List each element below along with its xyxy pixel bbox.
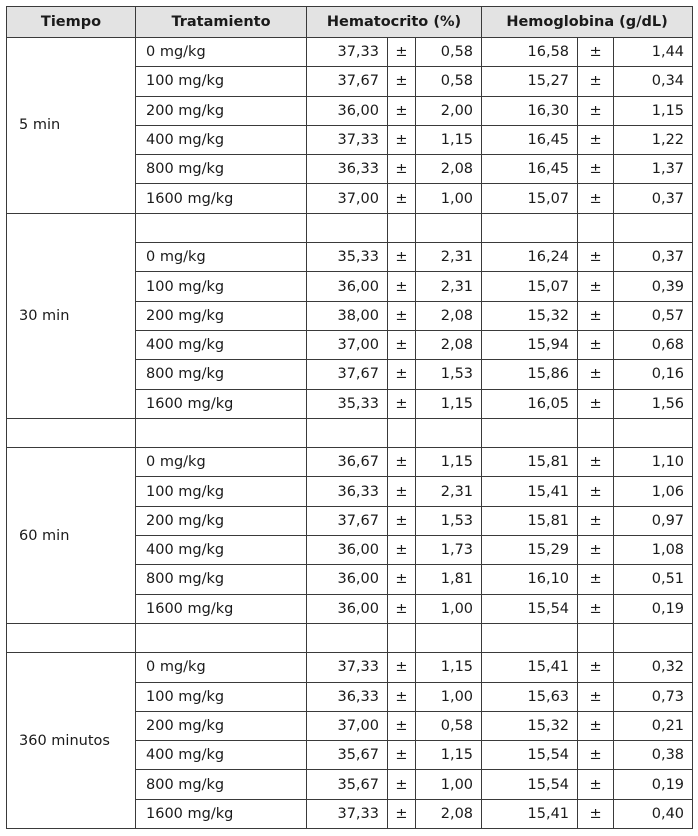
hemoglobina-mean: 15,41	[482, 477, 578, 506]
dose-cell: 1600 mg/kg	[136, 184, 307, 213]
hemoglobina-mean: 15,32	[482, 301, 578, 330]
hematocrito-mean: 36,33	[307, 682, 388, 711]
plus-minus: ±	[578, 389, 614, 418]
hematocrito-sd: 1,15	[416, 653, 482, 682]
hematocrito-sd: 1,00	[416, 770, 482, 799]
plus-minus: ±	[388, 243, 416, 272]
hematocrito-mean: 36,33	[307, 155, 388, 184]
hemoglobina-sd: 1,08	[614, 536, 693, 565]
table-row	[7, 448, 693, 477]
hematocrito-sd: 1,15	[416, 741, 482, 770]
empty-cell	[578, 623, 614, 652]
empty-cell	[388, 623, 416, 652]
hematocrito-sd: 2,08	[416, 330, 482, 359]
plus-minus: ±	[578, 360, 614, 389]
hemoglobina-mean: 15,29	[482, 536, 578, 565]
plus-minus: ±	[578, 594, 614, 623]
plus-minus: ±	[578, 38, 614, 67]
plus-minus: ±	[578, 799, 614, 828]
plus-minus: ±	[578, 682, 614, 711]
hematocrito-sd: 1,00	[416, 682, 482, 711]
hematocrito-mean: 35,33	[307, 243, 388, 272]
plus-minus: ±	[388, 741, 416, 770]
dose-cell: 800 mg/kg	[136, 770, 307, 799]
table-body	[7, 38, 693, 829]
plus-minus: ±	[578, 506, 614, 535]
hematocrito-sd: 2,08	[416, 799, 482, 828]
hematocrito-mean: 36,33	[307, 477, 388, 506]
hematocrito-sd: 1,15	[416, 125, 482, 154]
hemoglobina-mean: 15,81	[482, 506, 578, 535]
empty-cell	[388, 418, 416, 447]
table-row	[7, 653, 693, 682]
hematocrito-mean: 37,67	[307, 506, 388, 535]
hematocrito-sd: 2,00	[416, 96, 482, 125]
hemoglobina-mean: 15,32	[482, 711, 578, 740]
dose-cell: 400 mg/kg	[136, 330, 307, 359]
plus-minus: ±	[578, 184, 614, 213]
spacer-row	[7, 623, 693, 652]
dose-cell: 100 mg/kg	[136, 272, 307, 301]
hematocrito-mean: 36,00	[307, 536, 388, 565]
dose-cell: 0 mg/kg	[136, 243, 307, 272]
plus-minus: ±	[388, 67, 416, 96]
empty-cell	[416, 418, 482, 447]
dose-cell: 1600 mg/kg	[136, 594, 307, 623]
dose-cell: 400 mg/kg	[136, 741, 307, 770]
hemoglobina-sd: 0,39	[614, 272, 693, 301]
hematocrito-mean: 37,33	[307, 653, 388, 682]
plus-minus: ±	[578, 125, 614, 154]
hematocrito-mean: 37,00	[307, 711, 388, 740]
plus-minus: ±	[388, 272, 416, 301]
plus-minus: ±	[578, 536, 614, 565]
empty-cell	[578, 213, 614, 242]
empty-cell	[307, 623, 388, 652]
hematocrito-sd: 2,31	[416, 477, 482, 506]
plus-minus: ±	[388, 594, 416, 623]
hemoglobina-sd: 0,97	[614, 506, 693, 535]
plus-minus: ±	[578, 330, 614, 359]
hemoglobina-mean: 16,30	[482, 96, 578, 125]
hematocrito-mean: 37,67	[307, 67, 388, 96]
plus-minus: ±	[388, 155, 416, 184]
plus-minus: ±	[388, 301, 416, 330]
header-hematocrito: Hematocrito (%)	[307, 7, 482, 38]
empty-cell	[614, 213, 693, 242]
dose-cell: 200 mg/kg	[136, 711, 307, 740]
empty-cell	[416, 213, 482, 242]
empty-cell	[136, 623, 307, 652]
empty-cell	[482, 418, 578, 447]
tiempo-cell: 5 min	[7, 38, 136, 214]
hemoglobina-sd: 0,16	[614, 360, 693, 389]
hematocrito-mean: 36,00	[307, 272, 388, 301]
hemoglobina-mean: 15,41	[482, 799, 578, 828]
plus-minus: ±	[578, 741, 614, 770]
hematocrito-mean: 36,00	[307, 594, 388, 623]
dose-cell: 400 mg/kg	[136, 536, 307, 565]
hematocrito-sd: 1,15	[416, 448, 482, 477]
header-row	[7, 7, 693, 38]
dose-cell: 0 mg/kg	[136, 448, 307, 477]
hemoglobina-mean: 16,05	[482, 389, 578, 418]
hemoglobina-sd: 0,40	[614, 799, 693, 828]
dose-cell: 200 mg/kg	[136, 96, 307, 125]
hemoglobina-sd: 1,22	[614, 125, 693, 154]
plus-minus: ±	[388, 799, 416, 828]
empty-cell	[7, 623, 136, 652]
dose-cell: 800 mg/kg	[136, 565, 307, 594]
hematocrito-mean: 35,67	[307, 741, 388, 770]
hemoglobina-sd: 0,32	[614, 653, 693, 682]
hemoglobina-mean: 16,58	[482, 38, 578, 67]
hemoglobina-sd: 0,51	[614, 565, 693, 594]
hematocrito-mean: 37,33	[307, 799, 388, 828]
hematocrito-sd: 1,81	[416, 565, 482, 594]
hemoglobina-sd: 0,37	[614, 184, 693, 213]
dose-cell: 100 mg/kg	[136, 477, 307, 506]
plus-minus: ±	[388, 711, 416, 740]
plus-minus: ±	[388, 565, 416, 594]
hemoglobina-mean: 16,24	[482, 243, 578, 272]
plus-minus: ±	[388, 477, 416, 506]
plus-minus: ±	[578, 243, 614, 272]
hematocrito-sd: 1,00	[416, 594, 482, 623]
hematocrito-sd: 1,53	[416, 506, 482, 535]
hemoglobina-mean: 15,54	[482, 741, 578, 770]
hematocrito-mean: 38,00	[307, 301, 388, 330]
dose-cell: 800 mg/kg	[136, 155, 307, 184]
hemoglobina-mean: 16,45	[482, 125, 578, 154]
tiempo-cell: 30 min	[7, 213, 136, 418]
plus-minus: ±	[578, 477, 614, 506]
hematocrito-mean: 37,33	[307, 38, 388, 67]
empty-cell	[307, 418, 388, 447]
hematocrito-sd: 0,58	[416, 67, 482, 96]
plus-minus: ±	[388, 448, 416, 477]
dose-cell: 100 mg/kg	[136, 682, 307, 711]
hematocrito-sd: 0,58	[416, 38, 482, 67]
hemoglobina-mean: 16,10	[482, 565, 578, 594]
hematocrito-sd: 1,15	[416, 389, 482, 418]
hemoglobina-sd: 1,37	[614, 155, 693, 184]
plus-minus: ±	[388, 96, 416, 125]
plus-minus: ±	[388, 125, 416, 154]
hemoglobina-sd: 0,34	[614, 67, 693, 96]
hematocrito-mean: 35,33	[307, 389, 388, 418]
empty-cell	[7, 418, 136, 447]
dose-cell: 100 mg/kg	[136, 67, 307, 96]
plus-minus: ±	[388, 389, 416, 418]
empty-cell	[136, 418, 307, 447]
hematocrito-mean: 36,00	[307, 565, 388, 594]
hematocrito-mean: 37,00	[307, 330, 388, 359]
hemoglobina-mean: 15,54	[482, 770, 578, 799]
hematocrito-mean: 37,33	[307, 125, 388, 154]
hemoglobina-sd: 0,73	[614, 682, 693, 711]
plus-minus: ±	[578, 653, 614, 682]
hemoglobina-sd: 0,19	[614, 770, 693, 799]
plus-minus: ±	[388, 360, 416, 389]
tiempo-cell: 360 minutos	[7, 653, 136, 829]
plus-minus: ±	[388, 770, 416, 799]
plus-minus: ±	[578, 448, 614, 477]
hemoglobina-mean: 15,86	[482, 360, 578, 389]
empty-cell	[136, 213, 307, 242]
hemoglobina-mean: 15,63	[482, 682, 578, 711]
hemoglobina-sd: 0,37	[614, 243, 693, 272]
header-hemoglobina: Hemoglobina (g/dL)	[482, 7, 693, 38]
plus-minus: ±	[388, 330, 416, 359]
plus-minus: ±	[388, 38, 416, 67]
hematocrito-sd: 1,73	[416, 536, 482, 565]
hemoglobina-sd: 1,10	[614, 448, 693, 477]
hemoglobina-sd: 0,19	[614, 594, 693, 623]
tiempo-cell: 60 min	[7, 448, 136, 624]
hemoglobina-sd: 1,56	[614, 389, 693, 418]
hemoglobina-sd: 1,06	[614, 477, 693, 506]
empty-cell	[482, 623, 578, 652]
table-row	[7, 38, 693, 67]
hemoglobina-sd: 1,44	[614, 38, 693, 67]
plus-minus: ±	[388, 536, 416, 565]
header-tiempo: Tiempo	[7, 7, 136, 38]
spacer-row	[7, 418, 693, 447]
hematocrito-sd: 2,08	[416, 155, 482, 184]
hemoglobina-sd: 0,21	[614, 711, 693, 740]
plus-minus: ±	[578, 301, 614, 330]
hematocrito-sd: 1,00	[416, 184, 482, 213]
plus-minus: ±	[388, 682, 416, 711]
plus-minus: ±	[578, 770, 614, 799]
hematocrito-sd: 2,31	[416, 243, 482, 272]
plus-minus: ±	[388, 184, 416, 213]
hematocrito-mean: 35,67	[307, 770, 388, 799]
hematocrito-mean: 36,67	[307, 448, 388, 477]
header-tratamiento: Tratamiento	[136, 7, 307, 38]
plus-minus: ±	[578, 67, 614, 96]
dose-cell: 800 mg/kg	[136, 360, 307, 389]
hemoglobina-sd: 0,68	[614, 330, 693, 359]
hematocrito-sd: 2,31	[416, 272, 482, 301]
spacer-row	[7, 213, 693, 242]
hematocrito-sd: 1,53	[416, 360, 482, 389]
hemoglobina-mean: 15,81	[482, 448, 578, 477]
hematocrito-mean: 37,00	[307, 184, 388, 213]
hematocrito-mean: 36,00	[307, 96, 388, 125]
plus-minus: ±	[578, 711, 614, 740]
hemoglobina-mean: 16,45	[482, 155, 578, 184]
hemoglobina-sd: 0,38	[614, 741, 693, 770]
results-table	[6, 6, 693, 829]
dose-cell: 400 mg/kg	[136, 125, 307, 154]
dose-cell: 200 mg/kg	[136, 301, 307, 330]
hemoglobina-mean: 15,94	[482, 330, 578, 359]
empty-cell	[614, 418, 693, 447]
plus-minus: ±	[388, 653, 416, 682]
empty-cell	[482, 213, 578, 242]
hematocrito-mean: 37,67	[307, 360, 388, 389]
hemoglobina-mean: 15,27	[482, 67, 578, 96]
empty-cell	[614, 623, 693, 652]
hemoglobina-sd: 0,57	[614, 301, 693, 330]
hemoglobina-mean: 15,07	[482, 272, 578, 301]
plus-minus: ±	[388, 506, 416, 535]
empty-cell	[307, 213, 388, 242]
empty-cell	[416, 623, 482, 652]
hemoglobina-mean: 15,54	[482, 594, 578, 623]
plus-minus: ±	[578, 565, 614, 594]
dose-cell: 1600 mg/kg	[136, 799, 307, 828]
empty-cell	[578, 418, 614, 447]
dose-cell: 200 mg/kg	[136, 506, 307, 535]
hemoglobina-sd: 1,15	[614, 96, 693, 125]
dose-cell: 1600 mg/kg	[136, 389, 307, 418]
plus-minus: ±	[578, 272, 614, 301]
hemoglobina-mean: 15,41	[482, 653, 578, 682]
dose-cell: 0 mg/kg	[136, 653, 307, 682]
plus-minus: ±	[578, 96, 614, 125]
dose-cell: 0 mg/kg	[136, 38, 307, 67]
hemoglobina-mean: 15,07	[482, 184, 578, 213]
hematocrito-sd: 0,58	[416, 711, 482, 740]
hematocrito-sd: 2,08	[416, 301, 482, 330]
empty-cell	[388, 213, 416, 242]
plus-minus: ±	[578, 155, 614, 184]
